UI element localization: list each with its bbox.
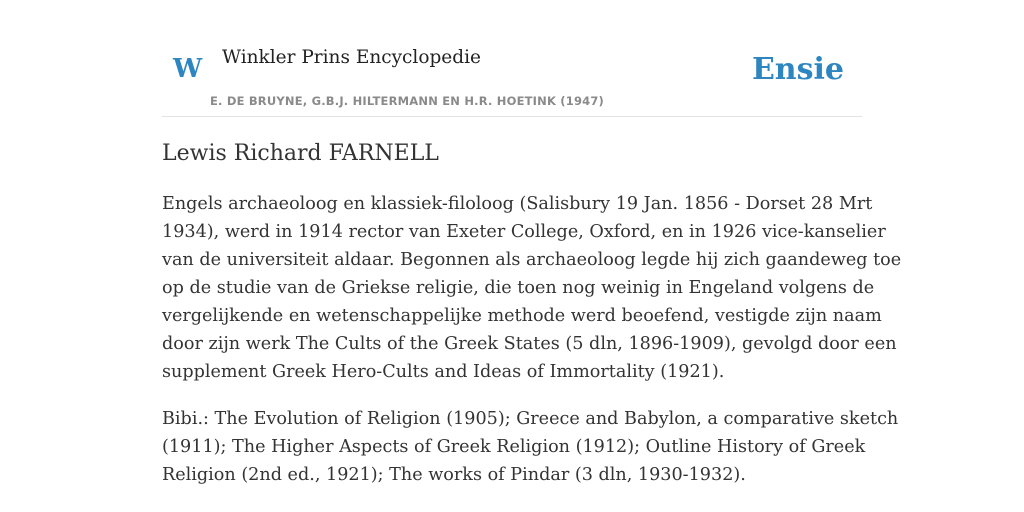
paragraph-line: door zijn werk The Cults of the Greek States (5 dln, 1896-1909), gevolgd door een (162, 334, 897, 354)
paragraph-line: op de studie van de Griekse religie, die toen nog weinig in Engeland volgens de (162, 278, 875, 298)
paragraph-line: 1934), werd in 1914 rector van Exeter College, Oxford, en in 1926 vice-kanselier (162, 222, 886, 242)
article-title: Lewis Richard FARNELL (162, 141, 439, 166)
article-bibliography (162, 405, 899, 489)
article-paragraph-1 (162, 190, 902, 386)
ensie-brand-logo[interactable]: Ensie (751, 52, 844, 87)
paragraph-line: Engels archaeoloog en klassiek-filoloog (Salisbury 19 Jan. 1856 - Dorset 28 Mrt (162, 194, 873, 214)
authors-credit: E. DE BRUYNE, G.B.J. HILTERMANN EN H.R. HOETINK (1947) (210, 94, 605, 108)
paragraph-line: supplement Greek Hero-Cults and Ideas of Immortality (1921). (162, 362, 725, 382)
paragraph-line: (1911); The Higher Aspects of Greek Religion (1912); Outline History of Greek (162, 437, 866, 457)
site-header (162, 0, 862, 117)
paragraph-line: vergelijkende en wetenschappelijke methode werd beoefend, vestigde zijn naam (162, 306, 882, 326)
paragraph-line: Bibi.: The Evolution of Religion (1905); Greece and Babylon, a comparative sketch (162, 409, 899, 429)
paragraph-line: Religion (2nd ed., 1921); The works of Pindar (3 dln, 1930-1932). (162, 465, 746, 485)
paragraph-line: van de universiteit aldaar. Begonnen als archaeoloog legde hij zich gaandeweg toe (162, 250, 902, 270)
article (162, 138, 902, 489)
site-title[interactable]: Winkler Prins Encyclopedie (222, 47, 481, 68)
site-logo-w[interactable]: W (173, 54, 203, 84)
